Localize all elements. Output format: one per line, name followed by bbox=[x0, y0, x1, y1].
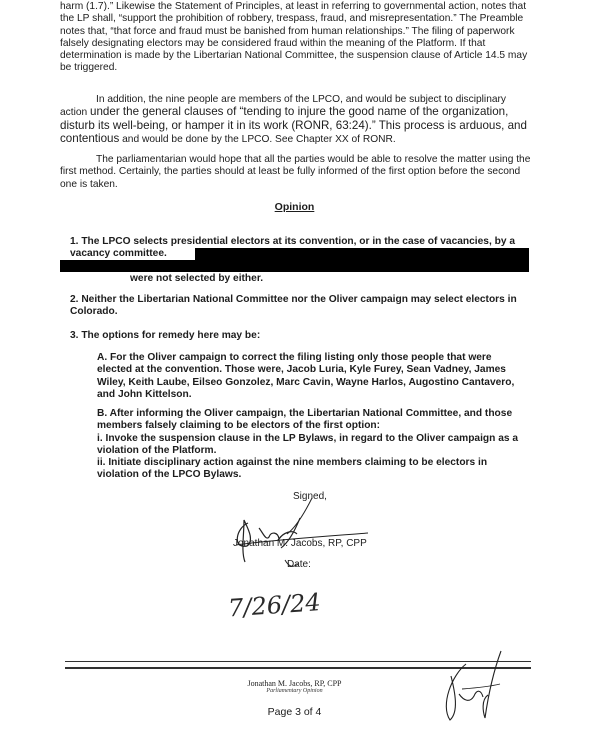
opinion-option-b-ii: ii. Initiate disciplinary action against the nine members claiming to be electors in violation of the LPCO Bylaws. bbox=[97, 457, 488, 481]
opinion-option-b-i: i. Invoke the suspension clause in the LP Bylaws, in regard to the Oliver campaign as a violation of the Platform. bbox=[97, 432, 519, 456]
opinion-item-2: 2. Neither the Libertarian National Committee nor the Oliver campaign may select electors in Colorado. bbox=[70, 294, 517, 318]
footer-divider bbox=[65, 667, 531, 669]
paragraph-resolution bbox=[60, 154, 532, 191]
signed-label: Signed, bbox=[293, 491, 327, 502]
footer-name: Jonathan M. Jacobs, RP, CPP bbox=[247, 679, 342, 688]
paragraph-platform: harm (1.7).” Likewise the Statement of Principles, at least in referring to governmental action, notes that the LP shall, “support the prohibition of robbery, trespass, fraud, and misrepresentation.” The Preamble notes that, “that force and fraud must be banished from human relationships.” The filing of paperwork falsely designating electors may be considered fraud within the meaning of the Platform. If that determination is made by the Libertarian National Committee, the suspension clause of Article 14.5 may be triggered. bbox=[60, 1, 528, 74]
paragraph-discipline-end: and would be done by the LPCO. See Chapter XX of RONR. bbox=[119, 133, 396, 145]
footer-subtitle: Parliamentary Opinion bbox=[266, 688, 323, 694]
paragraph-discipline-start: In addition, the nine people are members of the LPCO, and would be subject to disciplinary action bbox=[60, 94, 507, 119]
paragraph-discipline bbox=[60, 94, 532, 146]
footer-divider bbox=[65, 661, 531, 662]
paragraph-resolution-text: The parliamentarian would hope that all the parties would be able to resolve the matter using the first method. Certainly, the parties should at least be fully informed of the first option before the second one is taken. bbox=[60, 154, 531, 190]
opinion-option-a: A. For the Oliver campaign to correct the filing listing only those people that were elected at the convention. Those were, Jacob Luria, Kyle Furey, Sean Vadney, James Wiley, Keith Laube, Eilseo Gonzolez, Marc Cavin, Wayne Harlos, Augostino Cantavero, and John Kittelson. bbox=[97, 352, 515, 400]
date-label: Date: bbox=[287, 559, 311, 570]
opinion-item-1: 1. The LPCO selects presidential electors at its convention, or in the case of vacancies, by a vacancy committee. bbox=[70, 236, 516, 260]
opinion-option-b bbox=[97, 408, 527, 482]
opinion-option-b-intro: B. After informing the Oliver campaign, the Libertarian National Committee, and those members falsely claiming to be electors of the first option: bbox=[97, 408, 513, 432]
paragraph-discipline-mid: under the general clauses of “tending to injure the good name of the organization, disturb its well-being, or hamper it in its work (RONR, 63:24).” This process is arduous, and contentious bbox=[60, 105, 527, 145]
signatory-name: Jonathan M. Jacobs, RP, CPP bbox=[233, 538, 367, 549]
redaction-block bbox=[60, 260, 529, 272]
page-number: Page 3 of 4 bbox=[267, 706, 322, 718]
handwritten-date-text: 7/26/24 bbox=[227, 588, 322, 623]
opinion-item-3: 3. The options for remedy here may be: bbox=[70, 330, 261, 341]
opinion-heading: Opinion bbox=[274, 201, 315, 213]
opinion-item-1-tail: were not selected by either. bbox=[130, 273, 264, 284]
